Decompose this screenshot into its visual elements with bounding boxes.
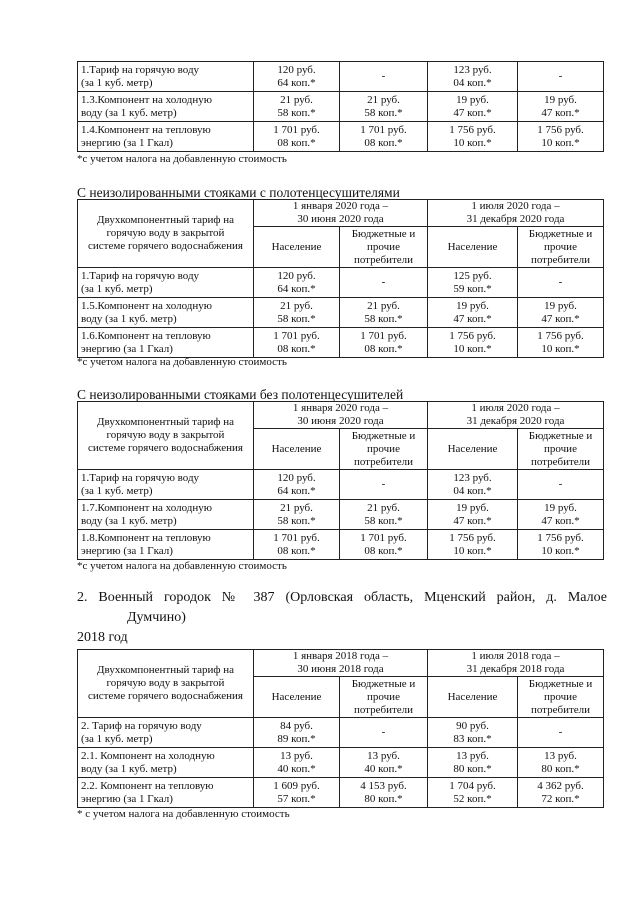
header-row (78, 402, 604, 429)
value-cell (254, 62, 340, 92)
table-row (78, 748, 604, 778)
tariff-table-2 (77, 199, 603, 358)
cell-text: 1 701 руб. (360, 531, 407, 544)
tariff-table-3 (77, 401, 603, 560)
value-cell (340, 298, 428, 328)
cell-text: 31 декабря 2020 года (466, 415, 565, 427)
value-cell (254, 748, 340, 778)
cell-text: 47 коп.* (541, 312, 580, 325)
row-label-cell (78, 470, 254, 500)
value-cell (518, 718, 604, 748)
cell-text: 1 июля 2020 года – (471, 200, 560, 212)
header-title-cell (78, 402, 254, 470)
row-label-cell (78, 718, 254, 748)
cell-text: 58 коп.* (364, 514, 403, 527)
cell-text: 08 коп.* (277, 342, 316, 355)
cell-text: 40 коп.* (277, 762, 316, 775)
value-cell (254, 268, 340, 298)
cell-text: прочие (367, 240, 400, 253)
cell-text: Бюджетные и (351, 429, 416, 442)
cell-text: (за 1 куб. метр) (81, 732, 153, 745)
cell-text: 4 153 руб. (360, 779, 407, 792)
cell-text: 1.4.Компонент на тепловую (81, 123, 211, 136)
period-header-cell (428, 200, 604, 227)
cell-text: 47 коп.* (453, 106, 492, 119)
cell-text: - (558, 726, 563, 738)
value-cell (428, 268, 518, 298)
cell-text: 13 руб. (367, 749, 400, 762)
row-label-cell (78, 62, 254, 92)
value-cell (428, 62, 518, 92)
cell-text: 123 руб. (453, 63, 492, 76)
cell-text: Бюджетные и (528, 227, 593, 240)
cell-text: 1 января 2020 года – (292, 200, 389, 212)
value-cell (340, 92, 428, 122)
tariff-table (77, 649, 604, 808)
cell-text: 19 руб. (456, 501, 489, 514)
cell-text: 123 руб. (453, 471, 492, 484)
cell-text: 80 коп.* (541, 762, 580, 775)
table-row (78, 268, 604, 298)
table-row (78, 470, 604, 500)
population-header-cell: Население (254, 227, 340, 268)
cell-text: Бюджетные и (351, 677, 416, 690)
cell-text: 08 коп.* (277, 136, 316, 149)
cell-text: 10 коп.* (541, 544, 580, 557)
row-label-cell (78, 328, 254, 358)
row-label-cell (78, 298, 254, 328)
value-cell (428, 778, 518, 808)
value-cell (518, 500, 604, 530)
cell-text: 120 руб. (277, 269, 316, 282)
budget-header-cell (518, 227, 604, 268)
cell-text: прочие (544, 690, 577, 703)
cell-text: 58 коп.* (277, 312, 316, 325)
table-row (78, 122, 604, 152)
cell-text: 58 коп.* (277, 106, 316, 119)
cell-text: системе горячего водоснабжения (88, 690, 243, 702)
population-header-cell: Население (428, 429, 518, 470)
cell-text: 19 руб. (544, 93, 577, 106)
cell-text: Двухкомпонентный тариф на (97, 664, 234, 676)
cell-text: 64 коп.* (277, 484, 316, 497)
value-cell (254, 718, 340, 748)
cell-text: потребители (353, 703, 414, 716)
cell-text: - (558, 70, 563, 82)
cell-text: 1 января 2018 года – (292, 650, 389, 662)
value-cell (518, 268, 604, 298)
cell-text: 04 коп.* (453, 484, 492, 497)
cell-text: 10 коп.* (541, 342, 580, 355)
cell-text: 31 декабря 2020 года (466, 213, 565, 225)
paragraph-line: Думчино) (127, 610, 186, 625)
cell-text: 1 701 руб. (360, 329, 407, 342)
tariff-table (77, 61, 604, 152)
cell-text: (за 1 куб. метр) (81, 76, 153, 89)
cell-text: воду (за 1 куб. метр) (81, 106, 177, 119)
cell-text: - (558, 478, 563, 490)
paragraph-line: 2. Военный городок № 387 (Орловская область, Мценский район, д. Малое (77, 590, 607, 605)
cell-text: 1.5.Компонент на холодную (81, 299, 212, 312)
value-cell (518, 62, 604, 92)
period-header-cell (428, 402, 604, 429)
row-label-cell (78, 748, 254, 778)
cell-text: - (381, 70, 386, 82)
value-cell (428, 122, 518, 152)
cell-text: 80 коп.* (364, 792, 403, 805)
value-cell (428, 748, 518, 778)
vat-footnote: * с учетом налога на добавленную стоимость (77, 808, 290, 820)
cell-text: горячую воду в закрытой (106, 429, 225, 441)
value-cell (428, 500, 518, 530)
row-label-cell (78, 122, 254, 152)
cell-text: 52 коп.* (453, 792, 492, 805)
cell-text: 120 руб. (277, 63, 316, 76)
cell-text: 47 коп.* (541, 106, 580, 119)
cell-text: 58 коп.* (277, 514, 316, 527)
cell-text: 10 коп.* (453, 136, 492, 149)
cell-text: 08 коп.* (364, 544, 403, 557)
cell-text: 08 коп.* (277, 544, 316, 557)
cell-text: 2. Тариф на горячую воду (81, 719, 202, 732)
cell-text: 1 701 руб. (273, 123, 320, 136)
cell-text: 08 коп.* (364, 342, 403, 355)
cell-text: 30 июня 2020 года (297, 415, 384, 427)
cell-text: 21 руб. (280, 501, 313, 514)
cell-text: 84 руб. (280, 719, 313, 732)
cell-text: 1 701 руб. (273, 329, 320, 342)
cell-text: 125 руб. (453, 269, 492, 282)
cell-text: потребители (530, 455, 591, 468)
cell-text: 1 января 2020 года – (292, 402, 389, 414)
cell-text: (за 1 куб. метр) (81, 484, 153, 497)
cell-text: 59 коп.* (453, 282, 492, 295)
cell-text: прочие (544, 442, 577, 455)
cell-text: 89 коп.* (277, 732, 316, 745)
value-cell (518, 748, 604, 778)
cell-text: 1 756 руб. (537, 531, 584, 544)
cell-text: потребители (530, 703, 591, 716)
cell-text: 1 июля 2020 года – (471, 402, 560, 414)
row-label-cell (78, 778, 254, 808)
cell-text: воду (за 1 куб. метр) (81, 762, 177, 775)
cell-text: - (381, 478, 386, 490)
budget-header-cell (340, 227, 428, 268)
header-row (78, 650, 604, 677)
population-header-cell: Население (254, 677, 340, 718)
cell-text: 04 коп.* (453, 76, 492, 89)
cell-text: 1.Тариф на горячую воду (81, 269, 200, 282)
tariff-table-1 (77, 61, 603, 152)
cell-text: 58 коп.* (364, 106, 403, 119)
vat-footnote: *с учетом налога на добавленную стоимость (77, 560, 287, 572)
cell-text: 80 коп.* (453, 762, 492, 775)
row-label-cell (78, 500, 254, 530)
value-cell (518, 298, 604, 328)
cell-text: 120 руб. (277, 471, 316, 484)
vat-footnote: *с учетом налога на добавленную стоимость (77, 356, 287, 368)
value-cell (340, 778, 428, 808)
table-row (78, 530, 604, 560)
cell-text: прочие (367, 442, 400, 455)
header-title-cell (78, 650, 254, 718)
cell-text: 2.2. Компонент на тепловую (81, 779, 214, 792)
cell-text: 1 704 руб. (449, 779, 496, 792)
cell-text: системе горячего водоснабжения (88, 240, 243, 252)
section-heading: С неизолированными стояками с полотенцесушителями (77, 185, 400, 200)
population-header-cell: Население (428, 227, 518, 268)
cell-text: 1 756 руб. (449, 329, 496, 342)
cell-text: 30 июня 2018 года (297, 663, 384, 675)
year-heading: 2018 год (77, 630, 128, 645)
cell-text: энергию (за 1 Гкал) (81, 792, 173, 805)
cell-text: - (381, 726, 386, 738)
value-cell (518, 122, 604, 152)
row-label-cell (78, 92, 254, 122)
cell-text: 10 коп.* (453, 342, 492, 355)
cell-text: 1.8.Компонент на тепловую (81, 531, 211, 544)
cell-text: энергию (за 1 Гкал) (81, 342, 173, 355)
tariff-table (77, 401, 604, 560)
cell-text: 21 руб. (280, 93, 313, 106)
row-label-cell (78, 530, 254, 560)
value-cell (518, 470, 604, 500)
cell-text: 21 руб. (367, 501, 400, 514)
cell-text: энергию (за 1 Гкал) (81, 544, 173, 557)
value-cell (518, 328, 604, 358)
table-row (78, 328, 604, 358)
value-cell (340, 328, 428, 358)
cell-text: 1.3.Компонент на холодную (81, 93, 212, 106)
cell-text: 19 руб. (456, 93, 489, 106)
cell-text: 10 коп.* (541, 136, 580, 149)
value-cell (340, 268, 428, 298)
period-header-cell (428, 650, 604, 677)
cell-text: 1 756 руб. (537, 123, 584, 136)
cell-text: прочие (544, 240, 577, 253)
cell-text: потребители (353, 455, 414, 468)
header-row (78, 200, 604, 227)
cell-text: 57 коп.* (277, 792, 316, 805)
vat-footnote: *с учетом налога на добавленную стоимость (77, 153, 287, 165)
cell-text: (за 1 куб. метр) (81, 282, 153, 295)
table-row (78, 298, 604, 328)
value-cell (254, 470, 340, 500)
value-cell (428, 298, 518, 328)
cell-text: горячую воду в закрытой (106, 227, 225, 239)
cell-text: 1 июля 2018 года – (471, 650, 560, 662)
cell-text: 1 756 руб. (449, 123, 496, 136)
cell-text: воду (за 1 куб. метр) (81, 312, 177, 325)
value-cell (340, 748, 428, 778)
value-cell (254, 778, 340, 808)
table-row (78, 62, 604, 92)
cell-text: 90 руб. (456, 719, 489, 732)
budget-header-cell (340, 429, 428, 470)
cell-text: 1 609 руб. (273, 779, 320, 792)
cell-text: 58 коп.* (364, 312, 403, 325)
value-cell (428, 92, 518, 122)
value-cell (428, 470, 518, 500)
cell-text: прочие (367, 690, 400, 703)
value-cell (518, 530, 604, 560)
value-cell (254, 298, 340, 328)
budget-header-cell (518, 429, 604, 470)
cell-text: энергию (за 1 Гкал) (81, 136, 173, 149)
cell-text: 72 коп.* (541, 792, 580, 805)
cell-text: 10 коп.* (453, 544, 492, 557)
value-cell (340, 122, 428, 152)
cell-text: Бюджетные и (351, 227, 416, 240)
value-cell (340, 470, 428, 500)
value-cell (428, 328, 518, 358)
value-cell (340, 500, 428, 530)
value-cell (340, 530, 428, 560)
value-cell (340, 718, 428, 748)
table-row (78, 92, 604, 122)
value-cell (428, 718, 518, 748)
value-cell (340, 62, 428, 92)
tariff-table (77, 199, 604, 358)
cell-text: 64 коп.* (277, 76, 316, 89)
cell-text: 1.Тариф на горячую воду (81, 63, 200, 76)
population-header-cell: Население (254, 429, 340, 470)
cell-text: 19 руб. (544, 501, 577, 514)
cell-text: - (381, 276, 386, 288)
table-row (78, 718, 604, 748)
period-header-cell (254, 402, 428, 429)
section-heading: С неизолированными стояками без полотенцесушителей (77, 387, 404, 402)
cell-text: Двухкомпонентный тариф на (97, 214, 234, 226)
military-town-paragraph (77, 588, 607, 628)
budget-header-cell (518, 677, 604, 718)
population-header-cell: Население (428, 677, 518, 718)
cell-text: потребители (353, 253, 414, 266)
table-row (78, 500, 604, 530)
cell-text: 30 июня 2020 года (297, 213, 384, 225)
row-label-cell (78, 268, 254, 298)
period-header-cell (254, 200, 428, 227)
cell-text: 2.1. Компонент на холодную (81, 749, 215, 762)
cell-text: воду (за 1 куб. метр) (81, 514, 177, 527)
cell-text: 64 коп.* (277, 282, 316, 295)
header-title-cell (78, 200, 254, 268)
value-cell (518, 92, 604, 122)
cell-text: системе горячего водоснабжения (88, 442, 243, 454)
table-row (78, 778, 604, 808)
value-cell (254, 122, 340, 152)
cell-text: - (558, 276, 563, 288)
cell-text: потребители (530, 253, 591, 266)
cell-text: горячую воду в закрытой (106, 677, 225, 689)
cell-text: 47 коп.* (453, 312, 492, 325)
cell-text: 13 руб. (544, 749, 577, 762)
cell-text: 47 коп.* (541, 514, 580, 527)
cell-text: 21 руб. (280, 299, 313, 312)
value-cell (428, 530, 518, 560)
cell-text: 47 коп.* (453, 514, 492, 527)
cell-text: 08 коп.* (364, 136, 403, 149)
period-header-cell (254, 650, 428, 677)
cell-text: 19 руб. (456, 299, 489, 312)
cell-text: 1.7.Компонент на холодную (81, 501, 212, 514)
cell-text: 21 руб. (367, 93, 400, 106)
value-cell (254, 530, 340, 560)
cell-text: Двухкомпонентный тариф на (97, 416, 234, 428)
value-cell (518, 778, 604, 808)
cell-text: 4 362 руб. (537, 779, 584, 792)
cell-text: 1 701 руб. (273, 531, 320, 544)
value-cell (254, 500, 340, 530)
cell-text: 21 руб. (367, 299, 400, 312)
cell-text: 83 коп.* (453, 732, 492, 745)
cell-text: 1 756 руб. (537, 329, 584, 342)
value-cell (254, 328, 340, 358)
cell-text: 40 коп.* (364, 762, 403, 775)
tariff-table-4 (77, 649, 603, 808)
cell-text: 31 декабря 2018 года (466, 663, 565, 675)
cell-text: 19 руб. (544, 299, 577, 312)
cell-text: Бюджетные и (528, 677, 593, 690)
cell-text: 13 руб. (456, 749, 489, 762)
cell-text: 1.Тариф на горячую воду (81, 471, 200, 484)
value-cell (254, 92, 340, 122)
cell-text: 1 701 руб. (360, 123, 407, 136)
cell-text: 1.6.Компонент на тепловую (81, 329, 211, 342)
cell-text: Бюджетные и (528, 429, 593, 442)
cell-text: 13 руб. (280, 749, 313, 762)
cell-text: 1 756 руб. (449, 531, 496, 544)
budget-header-cell (340, 677, 428, 718)
